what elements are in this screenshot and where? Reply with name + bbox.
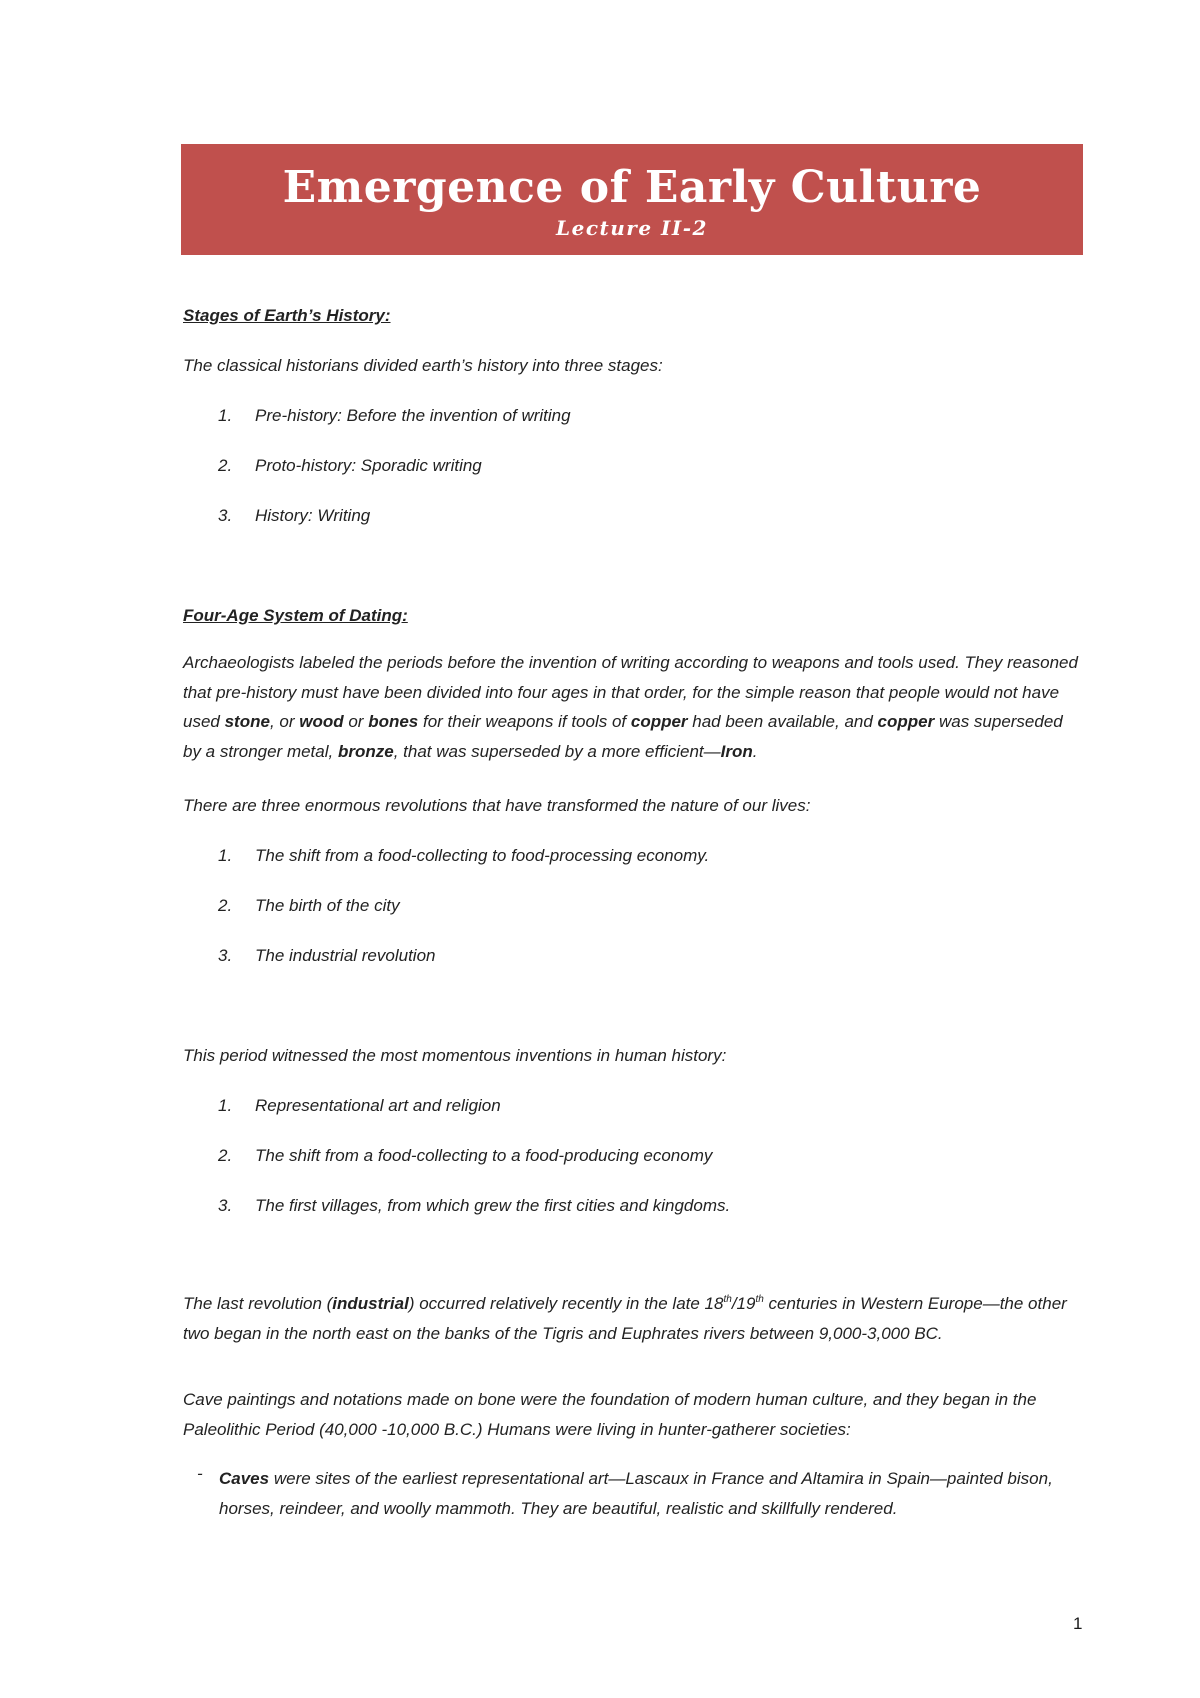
list-number: 2. bbox=[218, 896, 233, 915]
list-number: 3. bbox=[218, 946, 233, 965]
list-text: The shift from a food-collecting to a food-producing economy bbox=[255, 1146, 713, 1165]
list-text: Proto-history: Sporadic writing bbox=[255, 456, 482, 475]
document-title: Emergence of Early Culture bbox=[282, 162, 982, 213]
list-number: 2. bbox=[218, 1146, 233, 1165]
inventions-intro: This period witnessed the most momentous inventions in human history: bbox=[183, 1046, 727, 1065]
archaeologists-paragraph: Archaeologists labeled the periods before the invention of writing according to weapons and tools used. They reasoned that pre-history must have been divided into four ages in that order, for the simple reason that people would not have used stone, or wood or bones for their weapons if tools of copper had been available, and copper was superseded by a stronger metal, bronze, that was superseded by a more efficient—Iron. bbox=[183, 653, 1078, 761]
list-text: The shift from a food-collecting to food-processing economy. bbox=[255, 846, 710, 865]
section-heading-stages: Stages of Earth’s History: bbox=[183, 306, 391, 325]
list-text: History: Writing bbox=[255, 506, 371, 525]
document-subtitle: Lecture II-2 bbox=[556, 216, 708, 240]
revolutions-intro: There are three enormous revolutions that have transformed the nature of our lives: bbox=[183, 796, 811, 815]
list-text: Representational art and religion bbox=[255, 1096, 501, 1115]
stages-intro: The classical historians divided earth’s history into three stages: bbox=[183, 356, 663, 375]
list-number: 1. bbox=[218, 846, 233, 865]
caves-bullet-text: Caves were sites of the earliest representational art—Lascaux in France and Altamira in Spain—painted bison, horses, reindeer, and woolly mammoth. They are beautiful, realistic and skillfully rendered. bbox=[219, 1469, 1053, 1518]
list-number: 3. bbox=[218, 506, 233, 525]
section-heading-four-age: Four-Age System of Dating: bbox=[183, 606, 408, 625]
page-number: 1 bbox=[1073, 1614, 1083, 1633]
list-number: 1. bbox=[218, 1096, 233, 1115]
list-text: The industrial revolution bbox=[255, 946, 436, 965]
bullet-dash: - bbox=[197, 1464, 203, 1483]
list-text: The first villages, from which grew the first cities and kingdoms. bbox=[255, 1196, 731, 1215]
list-number: 1. bbox=[218, 406, 233, 425]
list-number: 3. bbox=[218, 1196, 233, 1215]
last-revolution-paragraph: The last revolution (industrial) occurred relatively recently in the late 18th/19th centuries in Western Europe—the other two began in the north east on the banks of the Tigris and Euphrates rivers between 9,000-3,000 BC. bbox=[183, 1294, 1067, 1343]
cave-paragraph: Cave paintings and notations made on bone were the foundation of modern human culture, and they began in the Paleolithic Period (40,000 -10,000 B.C.) Humans were living in hunter-gatherer societies: bbox=[183, 1390, 1037, 1439]
list-text: The birth of the city bbox=[255, 896, 400, 915]
list-text: Pre-history: Before the invention of writing bbox=[255, 406, 571, 425]
title-banner bbox=[181, 144, 1083, 255]
list-number: 2. bbox=[218, 456, 233, 475]
